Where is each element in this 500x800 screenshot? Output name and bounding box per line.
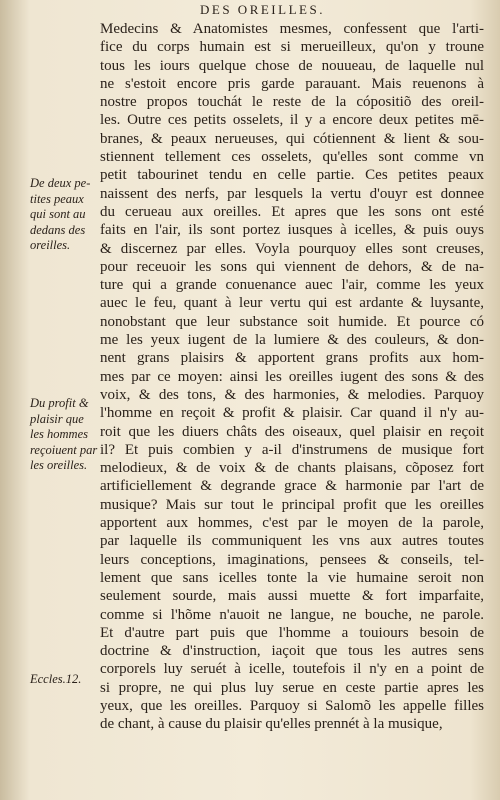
text-line: Et d'autre part puis que l'homme a touiours besoin de <box>100 624 484 641</box>
margin-note-scripture-reference <box>30 672 102 688</box>
text-line: branes, & peaux nerueuses, qui cótiennent & lient & sou- <box>100 130 484 147</box>
text-line: nent grans plaisirs & apportent grans profits aux hom- <box>100 350 484 367</box>
margin-note-line: dedans des <box>30 222 86 237</box>
text-line: l'homme en reçoit & profit & plaisir. Car quand il n'y au- <box>100 405 484 422</box>
text-line: fice du corps humain est si merueilleux, qu'on y troune <box>100 39 484 56</box>
running-head: DES OREILLES. <box>200 2 325 17</box>
text-line: stiennent tellement ces osselets, qu'elles sont comme vn <box>100 149 484 166</box>
text-line: me les yeux iugent de la lumiere & des couleurs, & don- <box>100 332 484 349</box>
text-line: naissent des nerfs, par lesquels la vertu d'ouyr est donnee <box>100 185 484 202</box>
margin-note-line: qui sont au <box>30 207 86 221</box>
text-line: par laquelle ils communiquent les vns aux autres toutes <box>100 533 484 550</box>
text-line: du cerueau aux oreilles. Et apres que les sons ont esté <box>100 203 484 220</box>
text-line: nostre propos touchát le reste de la cópositiõ des oreil- <box>100 94 484 111</box>
text-line: corporels luy seruét à icelle, toutefois il n'y en a point de <box>100 661 484 678</box>
text-line: mes par ce moyen: ainsi les oreilles iugent des sons & des <box>100 368 484 385</box>
text-line: Medecins & Anatomistes mesmes, confessent que l'arti- <box>100 21 484 37</box>
margin-note-line: De deux pe- <box>30 176 91 190</box>
margin-note-line: les oreilles. <box>30 458 88 472</box>
text-line: seulement sourde, mais aussi muette & fort imparfaite, <box>100 588 484 605</box>
text-line: faits en l'air, ils sont portez iusques à icelles, & puis ouys <box>100 222 484 239</box>
text-line: apportent aux hommes, c'est par le moyen de la parole, <box>100 515 484 532</box>
text-line: doctrine & d'instruction, iaçoit que tous les autres sens <box>100 643 484 660</box>
text-line: comme si l'hõme n'auoit ne langue, ne bouche, ne parole. <box>100 606 484 623</box>
text-line: de chant, à cause du plaisir qu'elles prennét à la musique, <box>100 716 443 733</box>
text-line: les. Outre ces petits osselets, il y a encore deux petites mē- <box>100 112 484 129</box>
text-line: tous les iours quelque chose de nouueau, de laquelle nul <box>100 57 484 74</box>
text-line: auec le feu, quant à leur vertu qui est ardante & luysante, <box>100 295 484 312</box>
text-line: voix, & des tons, & des harmonies, & melodies. Parquoy <box>100 386 484 403</box>
text-line: nonobstant que leur substance soit humide. Et pource có <box>100 313 484 330</box>
text-line: lement que sans icelles tonte la vie humaine seroit non <box>100 569 484 586</box>
text-line: & discernez par elles. Voyla pourquoy elles sont creuses, <box>100 240 484 257</box>
text-line: petit tabourinet tendu en celle partie. Ces petites peaux <box>100 167 484 184</box>
text-line: yeux, que les oreilles. Parquoy si Salomõ les appelle filles <box>100 697 484 714</box>
margin-note-line: oreilles. <box>30 238 71 252</box>
text-line: melodieux, & de voix & de chants plaisans, cõposez fort <box>100 460 484 477</box>
margin-note-line: reçoiuent par <box>30 442 98 457</box>
margin-note-two-membranes <box>30 176 102 254</box>
text-line: artificiellement & degrande grace & harmonie par l'art de <box>100 478 484 495</box>
margin-note-line: Eccles.12. <box>30 672 82 686</box>
body-text <box>100 20 484 734</box>
text-line: roit que les diuers châts des oiseaux, quel plaisir en reçoit <box>100 423 484 440</box>
text-line: leurs conceptions, imaginations, pensees & conseils, tel- <box>100 551 484 568</box>
text-line: pour receuoir les sons qui viennent de dehors, & de na- <box>100 258 484 275</box>
margin-note-line: plaisir que <box>30 411 84 426</box>
text-line: ture qui a grande conuenance auec l'air, comme les yeux <box>100 277 484 294</box>
text-line: ne s'estoit encore pris garde parauant. Mais reuenons à <box>100 75 484 92</box>
text-line: si propre, ne qui plus luy serue en ceste partie apres les <box>100 679 484 696</box>
margin-note-line: Du profit & <box>30 396 89 410</box>
margin-note-profit-pleasure <box>30 396 102 474</box>
margin-note-line: tites peaux <box>30 191 84 206</box>
text-line: il? Et puis combien y a-il d'instrumens de musique fort <box>100 441 484 458</box>
margin-note-line: les hommes <box>30 427 88 441</box>
text-line: musique? Mais sur tout le principal profit que les oreilles <box>100 496 484 513</box>
